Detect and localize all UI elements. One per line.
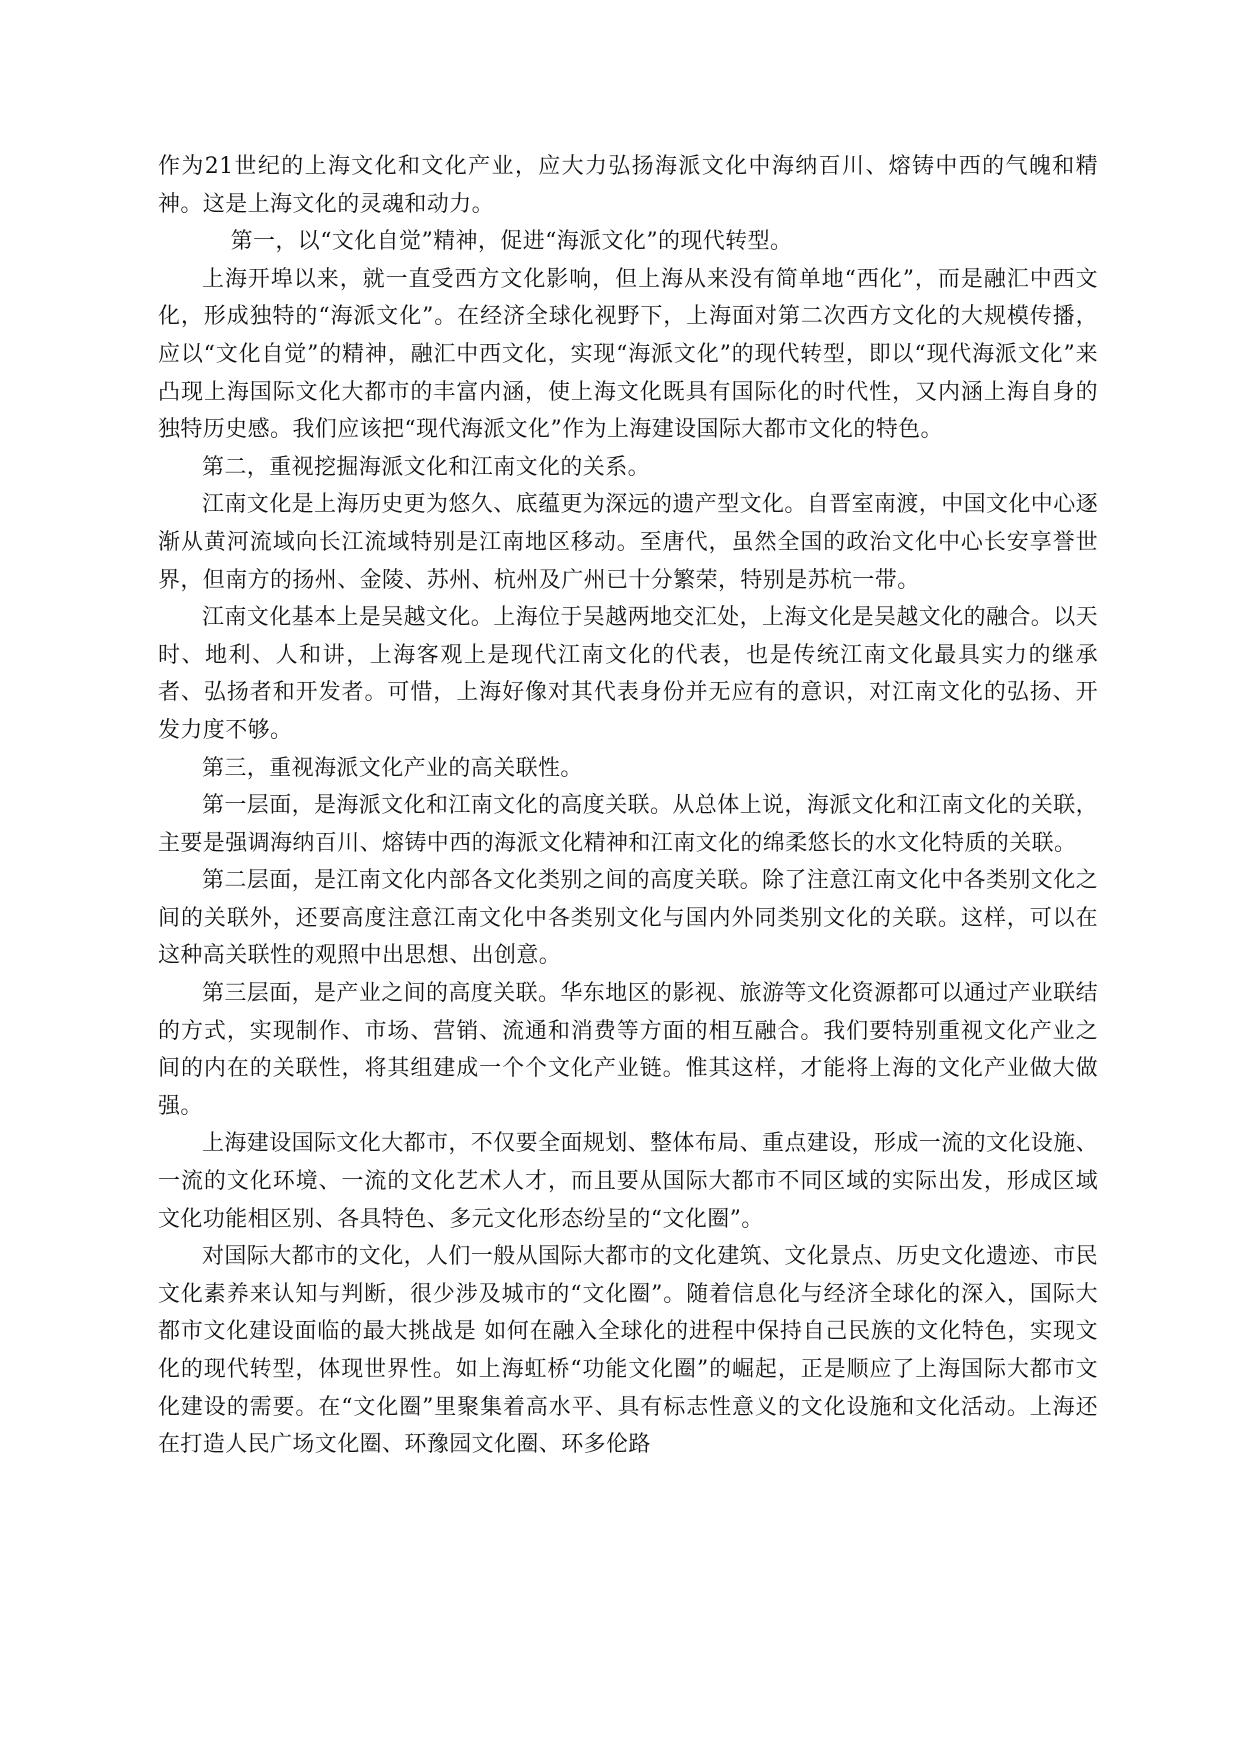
body-text [158,148,1098,1464]
paragraph-intro: 作为21世纪的上海文化和文化产业，应大力弘扬海派文化中海纳百川、熔铸中西的气魄和精神。这是上海文化的灵魂和动力。 [158,154,1098,217]
paragraph-level-two: 第二层面，是江南文化内部各文化类别之间的高度关联。除了注意江南文化中各类别文化之间的关联外，还要高度注意江南文化中各类别文化与国内外同类别文化的关联。这样，可以在这种高关联性的观照中出思想、出创意。 [158,868,1099,969]
paragraph-level-one: 第一层面，是海派文化和江南文化的高度关联。从总体上说，海派文化和江南文化的关联，主要是强调海纳百川、熔铸中西的海派文化精神和江南文化的绵柔悠长的水文化特质的关联。 [158,793,1099,856]
section-heading-first: 第一，以“文化自觉”精神，促进“海派文化”的现代转型。 [230,229,793,255]
paragraph-metropolis-culture: 对国际大都市的文化，人们一般从国际大都市的文化建筑、文化景点、历史文化遗迹、市民文化素养来认知与判断，很少涉及城市的“文化圈”。随着信息化与经济全球化的深入，国际大都市文化建设面临的最大挑战是 如何在融入全球化的进程中保持自己民族的文化特色，实现文化的现代转型，体现世界性。如上海虹桥“功能文化圈”的崛起，正是顺应了上海国际大都市文化建设的需要。在“文化圈”里聚集着高水平、具有标志性意义的文化设施和文化活动。上海还在打造人民广场文化圈、环豫园文化圈、环多伦路 [158,1244,1099,1458]
section-heading-second: 第二，重视挖掘海派文化和江南文化的关系。 [202,454,651,480]
paragraph-haipai-transformation: 上海开埠以来，就一直受西方文化影响，但上海从来没有简单地“西化”，而是融汇中西文化，形成独特的“海派文化”。在经济全球化视野下，上海面对第二次西方文化的大规模传播，应以“文化自觉”的精神，融汇中西文化，实现“海派文化”的现代转型，即以“现代海派文化”来凸现上海国际文化大都市的丰富内涵，使上海文化既具有国际化的时代性，又内涵上海自身的独特历史感。我们应该把“现代海派文化”作为上海建设国际大都市文化的特色。 [158,266,1098,443]
paragraph-level-three: 第三层面，是产业之间的高度关联。华东地区的影视、旅游等文化资源都可以通过产业联结的方式，实现制作、市场、营销、流通和消费等方面的相互融合。我们要特别重视文化产业之间的内在的关联性，将其组建成一个个文化产业链。惟其这样，才能将上海的文化产业做大做强。 [158,981,1099,1119]
paragraph-cultural-circles: 上海建设国际文化大都市，不仅要全面规划、整体布局、重点建设，形成一流的文化设施、一流的文化环境、一流的文化艺术人才，而且要从国际大都市不同区域的实际出发，形成区域文化功能相区别、各具特色、多元文化形态纷呈的“文化圈”。 [158,1131,1099,1232]
paragraph-wuyue-culture: 江南文化基本上是吴越文化。上海位于吴越两地交汇处，上海文化是吴越文化的融合。以天时、地利、人和讲，上海客观上是现代江南文化的代表，也是传统江南文化最具实力的继承者、弘扬者和开发者。可惜，上海好像对其代表身份并无应有的意识，对江南文化的弘扬、开发力度不够。 [158,605,1099,743]
paragraph-jiangnan-history: 江南文化是上海历史更为悠久、底蕴更为深远的遗产型文化。自晋室南渡，中国文化中心逐渐从黄河流域向长江流域特别是江南地区移动。至唐代，虽然全国的政治文化中心长安享誉世界，但南方的扬州、金陵、苏州、杭州及广州已十分繁荣，特别是苏杭一带。 [158,492,1099,593]
section-heading-third: 第三，重视海派文化产业的高关联性。 [202,755,583,781]
